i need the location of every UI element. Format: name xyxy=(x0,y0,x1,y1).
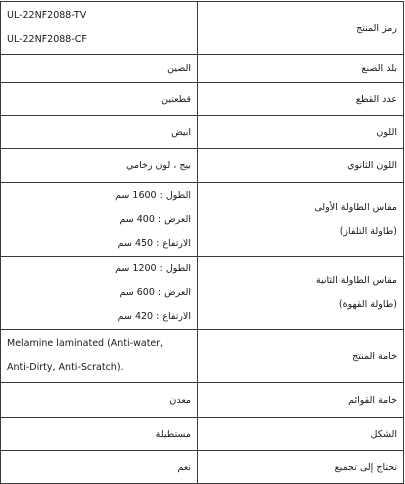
spec-value-line: UL-22NF2088-TV xyxy=(7,10,87,21)
spec-value-line: الارتفاع : 450 سم xyxy=(117,237,191,249)
spec-label: بلد الصنع xyxy=(198,55,404,83)
spec-value-line: Anti-Dirty, Anti-Scratch). xyxy=(7,362,124,373)
spec-value: ابيض xyxy=(1,116,198,149)
spec-label: تحتاج إلى تجميع xyxy=(198,451,404,484)
spec-value: بيج ، لون رخامي xyxy=(1,149,198,183)
spec-label xyxy=(198,183,404,257)
spec-row-second-table-size xyxy=(1,257,404,330)
spec-value-line: العرض : 600 سم xyxy=(119,287,191,298)
product-spec-table xyxy=(0,1,404,484)
spec-value xyxy=(1,330,198,383)
spec-value xyxy=(1,257,198,330)
spec-row-shape xyxy=(1,418,404,451)
spec-value: نعم xyxy=(1,451,198,484)
spec-label: عدد القطع xyxy=(198,83,404,116)
spec-value: الصين xyxy=(1,55,198,83)
spec-value-line: العرض : 400 سم xyxy=(119,213,191,225)
spec-label-line: مقاس الطاولة الثانية xyxy=(315,275,397,286)
spec-value: معدن xyxy=(1,383,198,418)
spec-value: مستطيلة xyxy=(1,418,198,451)
spec-value-line: الارتفاع : 420 سم xyxy=(117,311,191,322)
spec-value xyxy=(1,183,198,257)
spec-label xyxy=(198,257,404,330)
spec-label-line: (طاولة التلفاز) xyxy=(339,225,397,237)
spec-value-line: UL-22NF2088-CF xyxy=(7,34,87,45)
spec-row-assembly xyxy=(1,451,404,484)
spec-row-secondary-color xyxy=(1,149,404,183)
spec-label: اللون xyxy=(198,116,404,149)
spec-value-line: الطول : 1200 سم xyxy=(115,263,191,274)
spec-value xyxy=(1,2,198,55)
spec-label-line: (طاولة القهوة) xyxy=(338,299,397,310)
spec-row-product-code xyxy=(1,2,404,55)
spec-row-legs-material xyxy=(1,383,404,418)
spec-label: الشكل xyxy=(198,418,404,451)
spec-row-color xyxy=(1,116,404,149)
spec-row-first-table-size xyxy=(1,183,404,257)
spec-label: رمز المنتج xyxy=(198,2,404,55)
spec-label: خامة القوائم xyxy=(198,383,404,418)
spec-label-line: مقاس الطاولة الأولى xyxy=(314,201,397,213)
spec-label: اللون الثانوي xyxy=(198,149,404,183)
spec-row-pieces xyxy=(1,83,404,116)
spec-row-country xyxy=(1,55,404,83)
spec-value: قطعتين xyxy=(1,83,198,116)
spec-value-line: الطول : 1600 سم xyxy=(115,189,191,201)
spec-row-material xyxy=(1,330,404,383)
spec-value-line: Melamine laminated (Anti-water, xyxy=(7,338,164,349)
spec-label: خامة المنتج xyxy=(198,330,404,383)
